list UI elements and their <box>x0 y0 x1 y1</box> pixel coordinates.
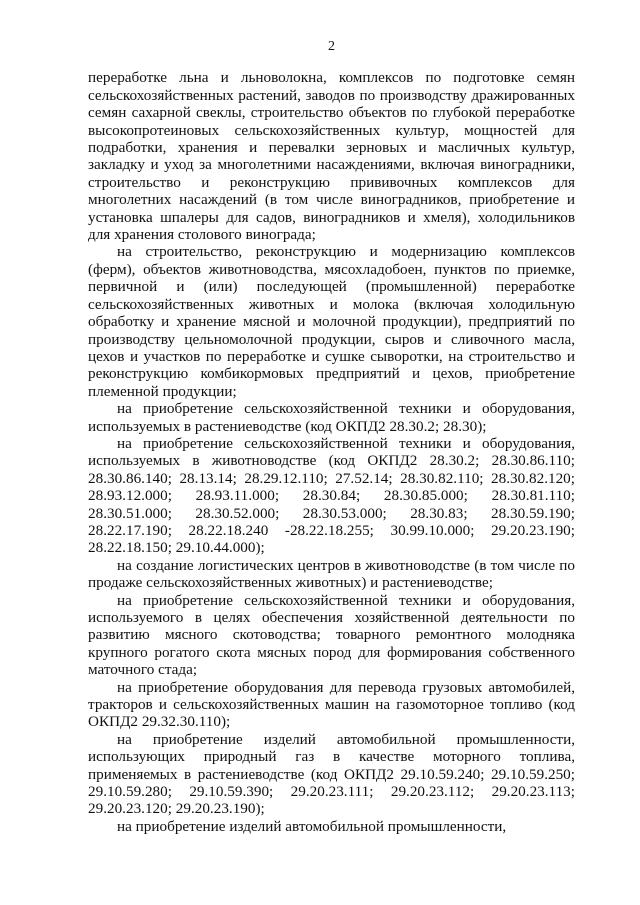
paragraph: на приобретение сельскохозяйственной техники и оборудования, используемых в растениеводстве (код ОКПД2 28.30.2; 28.30); <box>88 400 575 435</box>
paragraph: на приобретение сельскохозяйственной техники и оборудования, используемых в животноводстве (код ОКПД2 28.30.2; 28.30.86.110; 28.30.86.140; 28.13.14; 28.29.12.110; 27.52.14; 28.30.82.110; 28.30.82.120; 28.93.12.000; 28.93.11.000; 28.30.84; 28.30.85.000; 28.30.81.110; 28.30.51.000; 28.30.52.000; 28.30.53.000; 28.30.83; 28.30.59.190; 28.22.17.190; 28.22.18.240 -28.22.18.255; 30.99.10.000; 29.20.23.190; 28.22.18.150; 29.10.44.000); <box>88 434 575 557</box>
paragraph: на приобретение изделий автомобильной промышленности, <box>117 817 507 835</box>
paragraph: на приобретение сельскохозяйственной техники и оборудования, используемого в целях обеспечения хозяйственной деятельности по развитию мясного скотоводства; товарного ремонтного молодняка крупного рогатого скота мясных пород для формирования собственного маточного стада; <box>88 591 575 679</box>
paragraph: на создание логистических центров в животноводстве (в том числе по продаже сельскохозяйственных животных) и растениеводстве; <box>88 556 575 592</box>
paragraph: переработке льна и льноволокна, комплексов по подготовке семян сельскохозяйственных растений, заводов по производству дражированных семян сахарной свеклы, строительство объектов по глубокой переработке высокопротеиновых сельскохозяйственных культур, мощностей для подработки, хранения и перевалки зерновых и масличных культур, закладку и уход за многолетними насаждениями, включая виноградники, строительство и реконструкцию прививочных комплексов для многолетних насаждений (в том числе виноградников, приобретение и установка шпалеры для садов, виноградников и хмеля), холодильников для хранения столового винограда; <box>88 69 575 244</box>
page-number: 2 <box>328 39 335 54</box>
paragraph: на строительство, реконструкцию и модернизацию комплексов (ферм), объектов животноводства, мясохладобоен, пунктов по приемке, первичной и (или) последующей (промышленной) переработке сельскохозяйственных животных и молока (включая холодильную обработку и хранение мясной и молочной продукции), предприятий по производству цельномолочной продукции, сыров и сливочного масла, цехов и участков по переработке и сушке сыворотки, на строительство и реконструкцию комбикормовых предприятий и цехов, приобретение племенной продукции; <box>88 243 575 400</box>
document-body <box>88 69 575 835</box>
document-page <box>88 38 575 835</box>
paragraph: на приобретение оборудования для перевода грузовых автомобилей, тракторов и сельскохозяйственных машин на газомоторное топливо (код ОКПД2 29.32.30.110); <box>88 678 575 731</box>
paragraph: на приобретение изделий автомобильной промышленности, использующих природный газ в качестве моторного топлива, применяемых в растениеводстве (код ОКПД2 29.10.59.240; 29.10.59.250; 29.10.59.280; 29.10.59.390; 29.20.23.111; 29.20.23.112; 29.20.23.113; 29.20.23.120; 29.20.23.190); <box>88 730 575 818</box>
